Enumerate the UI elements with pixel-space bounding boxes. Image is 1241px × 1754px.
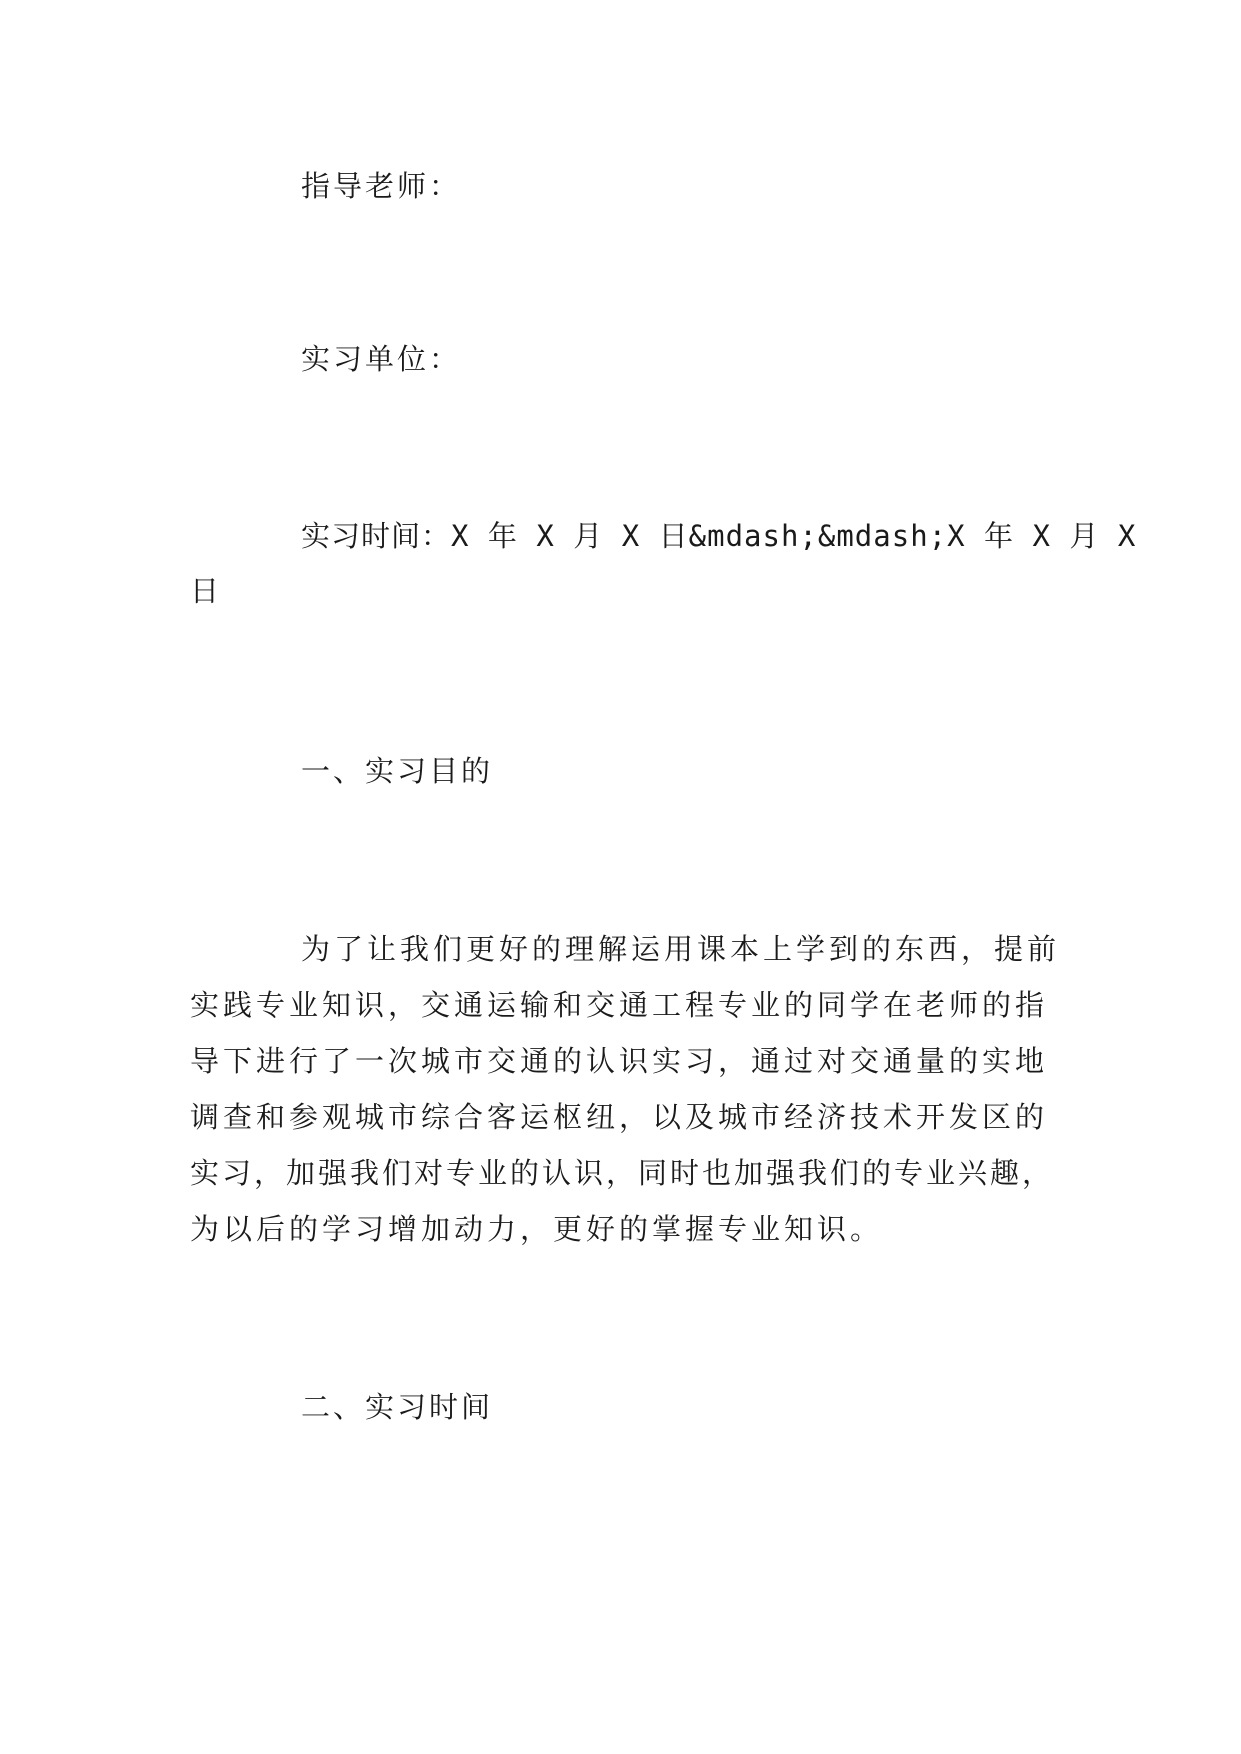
paragraph-line-2: 实践专业知识，交通运输和交通工程专业的同学在老师的指: [190, 988, 1049, 1022]
internship-time-field-label: 实习时间：X 年 X 月 X 日&mdash;&mdash;X 年 X 月 X: [301, 519, 1137, 553]
paragraph-line-5: 实习，加强我们对专业的认识，同时也加强我们的专业兴趣，: [190, 1156, 1055, 1190]
internship-time-field-continuation: 日: [190, 574, 223, 608]
section-heading-time: 二、实习时间: [301, 1390, 494, 1424]
advisor-field-label: 指导老师：: [301, 169, 462, 203]
paragraph-line-4: 调查和参观城市综合客运枢纽，以及城市经济技术开发区的: [190, 1100, 1049, 1134]
paragraph-line-1: 为了让我们更好的理解运用课本上学到的东西，提前: [301, 932, 1061, 966]
paragraph-line-3: 导下进行了一次城市交通的认识实习，通过对交通量的实地: [190, 1044, 1049, 1078]
section-heading-purpose: 一、实习目的: [301, 754, 494, 788]
internship-unit-field-label: 实习单位：: [301, 342, 462, 376]
paragraph-line-6: 为以后的学习增加动力，更好的掌握专业知识。: [190, 1212, 884, 1246]
